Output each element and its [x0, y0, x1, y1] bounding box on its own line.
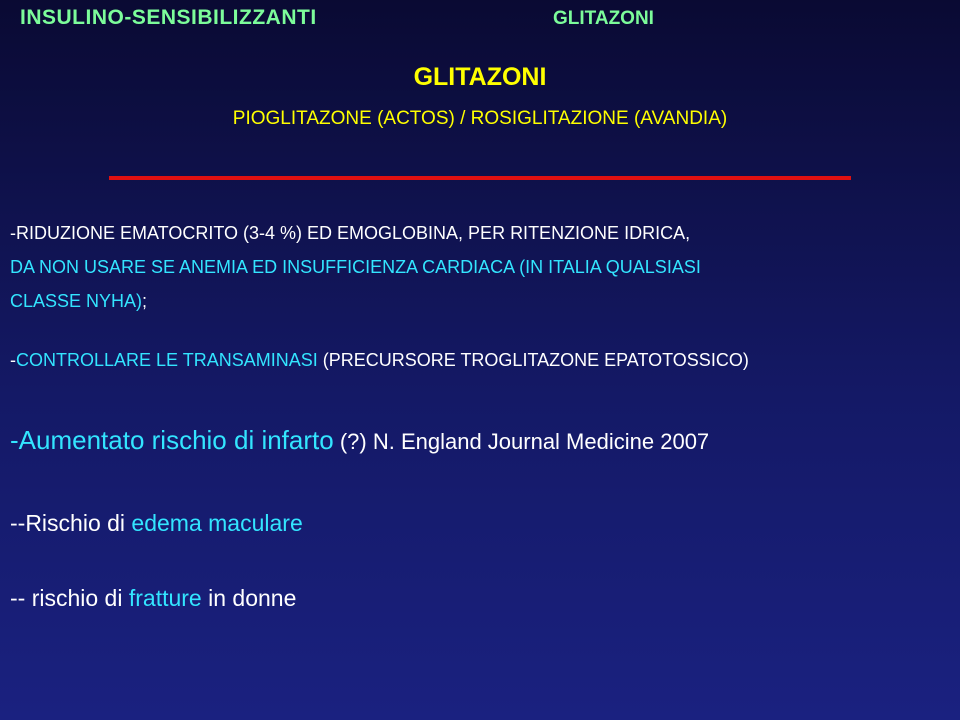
bullet-3	[10, 425, 709, 456]
bullet-4-highlight: edema maculare	[131, 510, 303, 536]
bullet-5-rest: in donne	[201, 585, 297, 611]
slide-title: GLITAZONI	[413, 63, 547, 91]
bullet-1-line-3-text: CLASSE NYHA)	[10, 291, 143, 311]
bullet-1-line-3	[10, 291, 147, 312]
bullet-4	[10, 510, 303, 537]
bullet-4-text: --Rischio di	[10, 510, 132, 536]
bullet-1-line-3-semicolon: ;	[142, 291, 148, 311]
bullet-1-line-1: -RIDUZIONE EMATOCRITO (3-4 %) ED EMOGLOBINA, PER RITENZIONE IDRICA,	[10, 223, 691, 243]
bullet-2-highlight: CONTROLLARE LE TRANSAMINASI	[16, 350, 318, 370]
bullet-2-dash: -	[10, 350, 16, 370]
bullet-5	[10, 585, 296, 612]
header-left-title: INSULINO-SENSIBILIZZANTI	[20, 6, 317, 29]
bullet-3-highlight: -Aumentato rischio di infarto	[10, 425, 334, 455]
divider-line	[109, 176, 851, 180]
bullet-1-line-2: DA NON USARE SE ANEMIA ED INSUFFICIENZA CARDIACA (IN ITALIA QUALSIASI	[10, 257, 701, 277]
bullet-3-citation: (?) N. England Journal Medicine 2007	[333, 429, 710, 454]
bullet-2-rest: (PRECURSORE TROGLITAZONE EPATOTOSSICO)	[317, 350, 749, 370]
bullet-5-text: -- rischio di	[10, 585, 129, 611]
header-right-title: GLITAZONI	[553, 8, 654, 29]
bullet-2	[10, 350, 749, 371]
slide-subtitle: PIOGLITAZONE (ACTOS) / ROSIGLITAZIONE (AVANDIA)	[232, 108, 728, 129]
bullet-5-highlight: fratture	[128, 585, 202, 611]
